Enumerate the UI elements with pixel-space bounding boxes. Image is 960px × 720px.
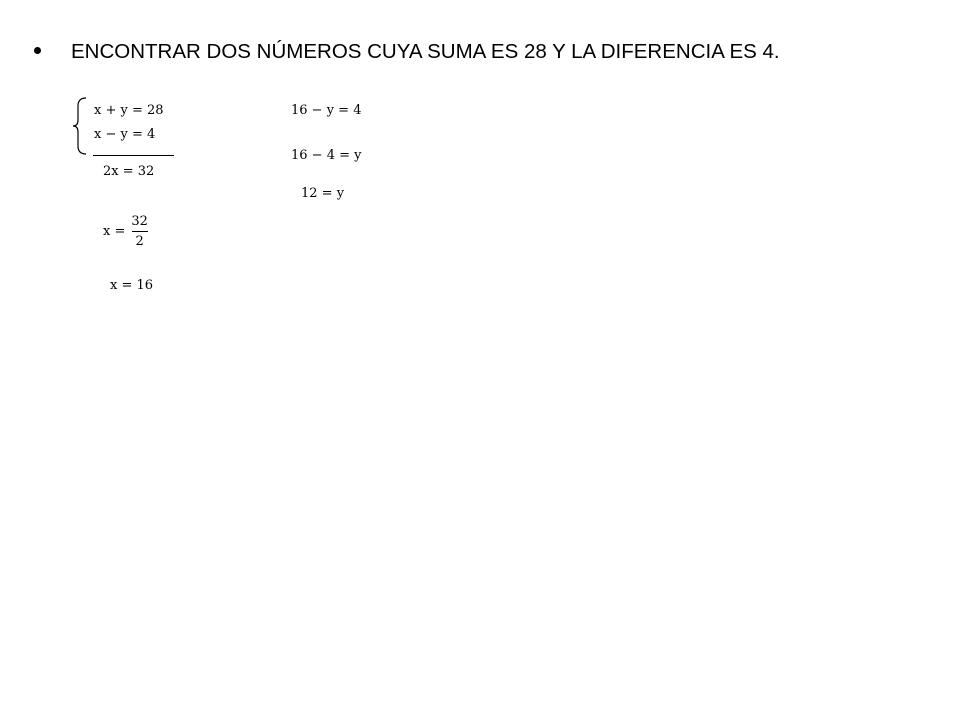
result-x: x = 16 xyxy=(110,278,154,293)
sum-equation: 2x = 32 xyxy=(103,164,155,179)
bullet-item xyxy=(34,40,780,64)
fraction-equation xyxy=(103,214,150,249)
result-y: 12 = y xyxy=(301,186,345,201)
sum-divider xyxy=(93,155,174,156)
fraction xyxy=(129,214,150,249)
equation-1: x + y = 28 xyxy=(94,103,164,118)
brace-icon xyxy=(72,96,92,156)
fraction-numerator: 32 xyxy=(131,214,148,229)
bullet-dot xyxy=(34,47,41,54)
substitution-equation: 16 − y = 4 xyxy=(291,103,362,118)
equation-2: x − y = 4 xyxy=(94,127,156,142)
fraction-lhs: x = xyxy=(103,224,126,239)
rearranged-equation: 16 − 4 = y xyxy=(291,148,362,163)
bullet-text: ENCONTRAR DOS NÚMEROS CUYA SUMA ES 28 Y LA DIFERENCIA ES 4. xyxy=(71,40,780,63)
fraction-denominator: 2 xyxy=(135,234,144,249)
